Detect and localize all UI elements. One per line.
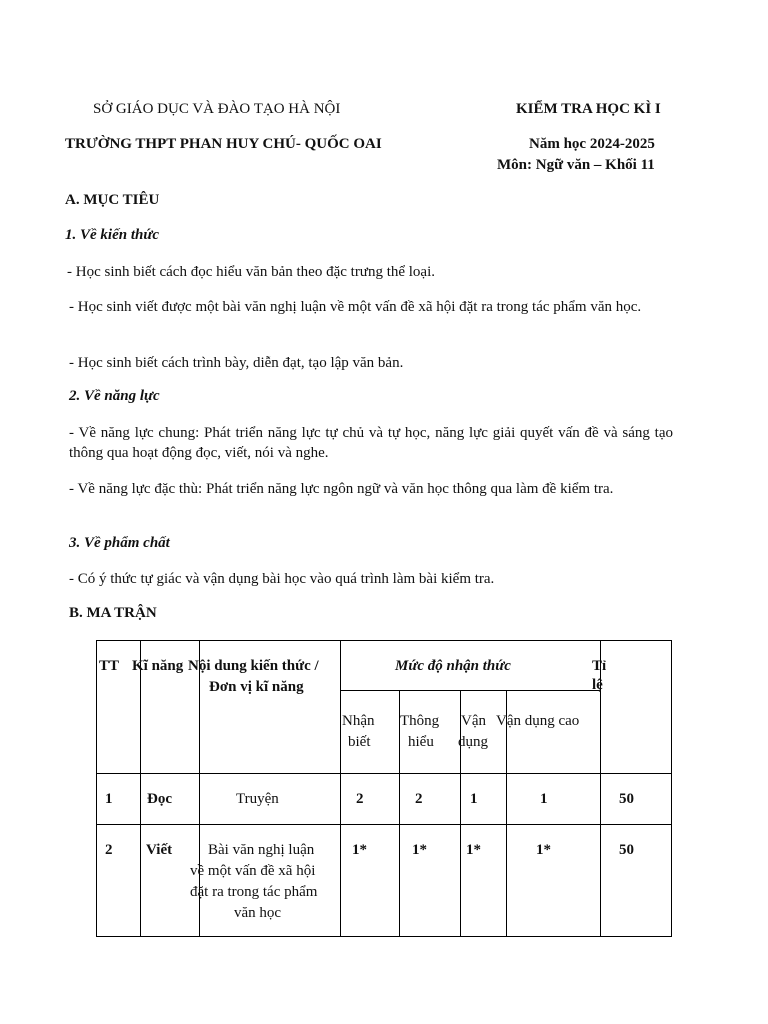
header-apply-high-cell	[496, 691, 601, 774]
row-understand: 1*	[412, 842, 427, 858]
header-ratio-line2: lệ	[592, 677, 603, 693]
school-year: Năm học 2024-2025	[529, 136, 655, 152]
knowledge-item: - Học sinh biết cách đọc hiểu văn bản theo đặc trưng thể loại.	[67, 264, 436, 280]
header-apply-line1: Vận	[461, 713, 486, 729]
row-content: Truyện	[236, 791, 279, 807]
subject-line: Môn: Ngữ văn – Khối 11	[497, 157, 655, 173]
row-tt: 2	[105, 842, 113, 858]
row-content-line: văn học	[234, 905, 282, 921]
matrix-table	[96, 640, 672, 937]
row-skill: Đọc	[147, 791, 172, 807]
row-understand: 2	[415, 791, 423, 807]
row-content-line: Bài văn nghị luận	[208, 842, 315, 858]
exam-title: KIỂM TRA HỌC KÌ I	[516, 101, 661, 117]
row-apply: 1*	[466, 842, 481, 858]
header-understand-line2: hiểu	[408, 734, 434, 750]
header-apply-high: Vận dụng cao	[496, 713, 580, 729]
competence-item: - Về năng lực đặc thù: Phát triển năng lực ngôn ngữ và văn học thông qua làm đề kiểm tra.	[69, 481, 614, 497]
row-apply-high: 1*	[536, 842, 551, 858]
knowledge-heading: 1. Về kiến thức	[65, 227, 159, 243]
header-know-cell	[341, 691, 400, 774]
table-row	[97, 774, 672, 825]
table-row	[97, 825, 672, 937]
header-ratio-line1: Tỉ	[592, 658, 607, 674]
competence-heading: 2. Về năng lực	[69, 388, 160, 404]
knowledge-item: - Học sinh viết được một bài văn nghị luận về một vấn đề xã hội đặt ra trong tác phẩm văn học.	[69, 299, 642, 315]
row-content-line: đặt ra trong tác phẩm	[190, 884, 318, 900]
row-tt: 1	[105, 791, 113, 807]
school-name: TRƯỜNG THPT PHAN HUY CHÚ- QUỐC OAI	[65, 136, 382, 152]
row-know: 2	[356, 791, 364, 807]
knowledge-item: - Học sinh biết cách trình bày, diễn đạt, tạo lập văn bản.	[69, 355, 404, 371]
section-b-title: B. MA TRẬN	[69, 605, 157, 621]
department-name: SỞ GIÁO DỤC VÀ ĐÀO TẠO HÀ NỘI	[93, 101, 341, 117]
section-a-title: A. MỤC TIÊU	[65, 192, 160, 208]
header-apply-line2: dụng	[458, 734, 488, 750]
qualities-heading: 3. Về phẩm chất	[69, 535, 170, 551]
header-content-cell	[188, 641, 341, 774]
row-ratio: 50	[619, 842, 634, 858]
row-ratio: 50	[619, 791, 634, 807]
header-know-line2: biết	[348, 734, 371, 750]
header-skill: Kĩ năng	[132, 658, 184, 674]
header-content-line2: Đơn vị kĩ năng	[209, 679, 304, 695]
header-understand-line1: Thông	[400, 713, 440, 729]
qualities-item: - Có ý thức tự giác và vận dụng bài học vào quá trình làm bài kiểm tra.	[69, 571, 495, 587]
row-apply: 1	[470, 791, 478, 807]
header-apply-cell	[458, 691, 507, 774]
header-level: Mức độ nhận thức	[395, 658, 511, 674]
row-know: 1*	[352, 842, 367, 858]
row-skill: Viết	[146, 842, 173, 858]
header-content-line1: Nội dung kiến thức /	[188, 658, 319, 674]
header-understand-cell	[400, 691, 461, 774]
header-tt: TT	[99, 658, 120, 674]
competence-item: - Về năng lực chung: Phát triển năng lực tự chủ và tự học, năng lực giải quyết vấn đề và sáng tạo thông qua hoạt động đọc, viết, nói và nghe.	[69, 425, 673, 461]
header-know-line1: Nhận	[342, 713, 375, 729]
header-ratio-cell	[592, 641, 672, 774]
row-content-line: về một vấn đề xã hội	[190, 863, 316, 879]
header-level-cell	[341, 641, 601, 691]
row-apply-high: 1	[540, 791, 548, 807]
